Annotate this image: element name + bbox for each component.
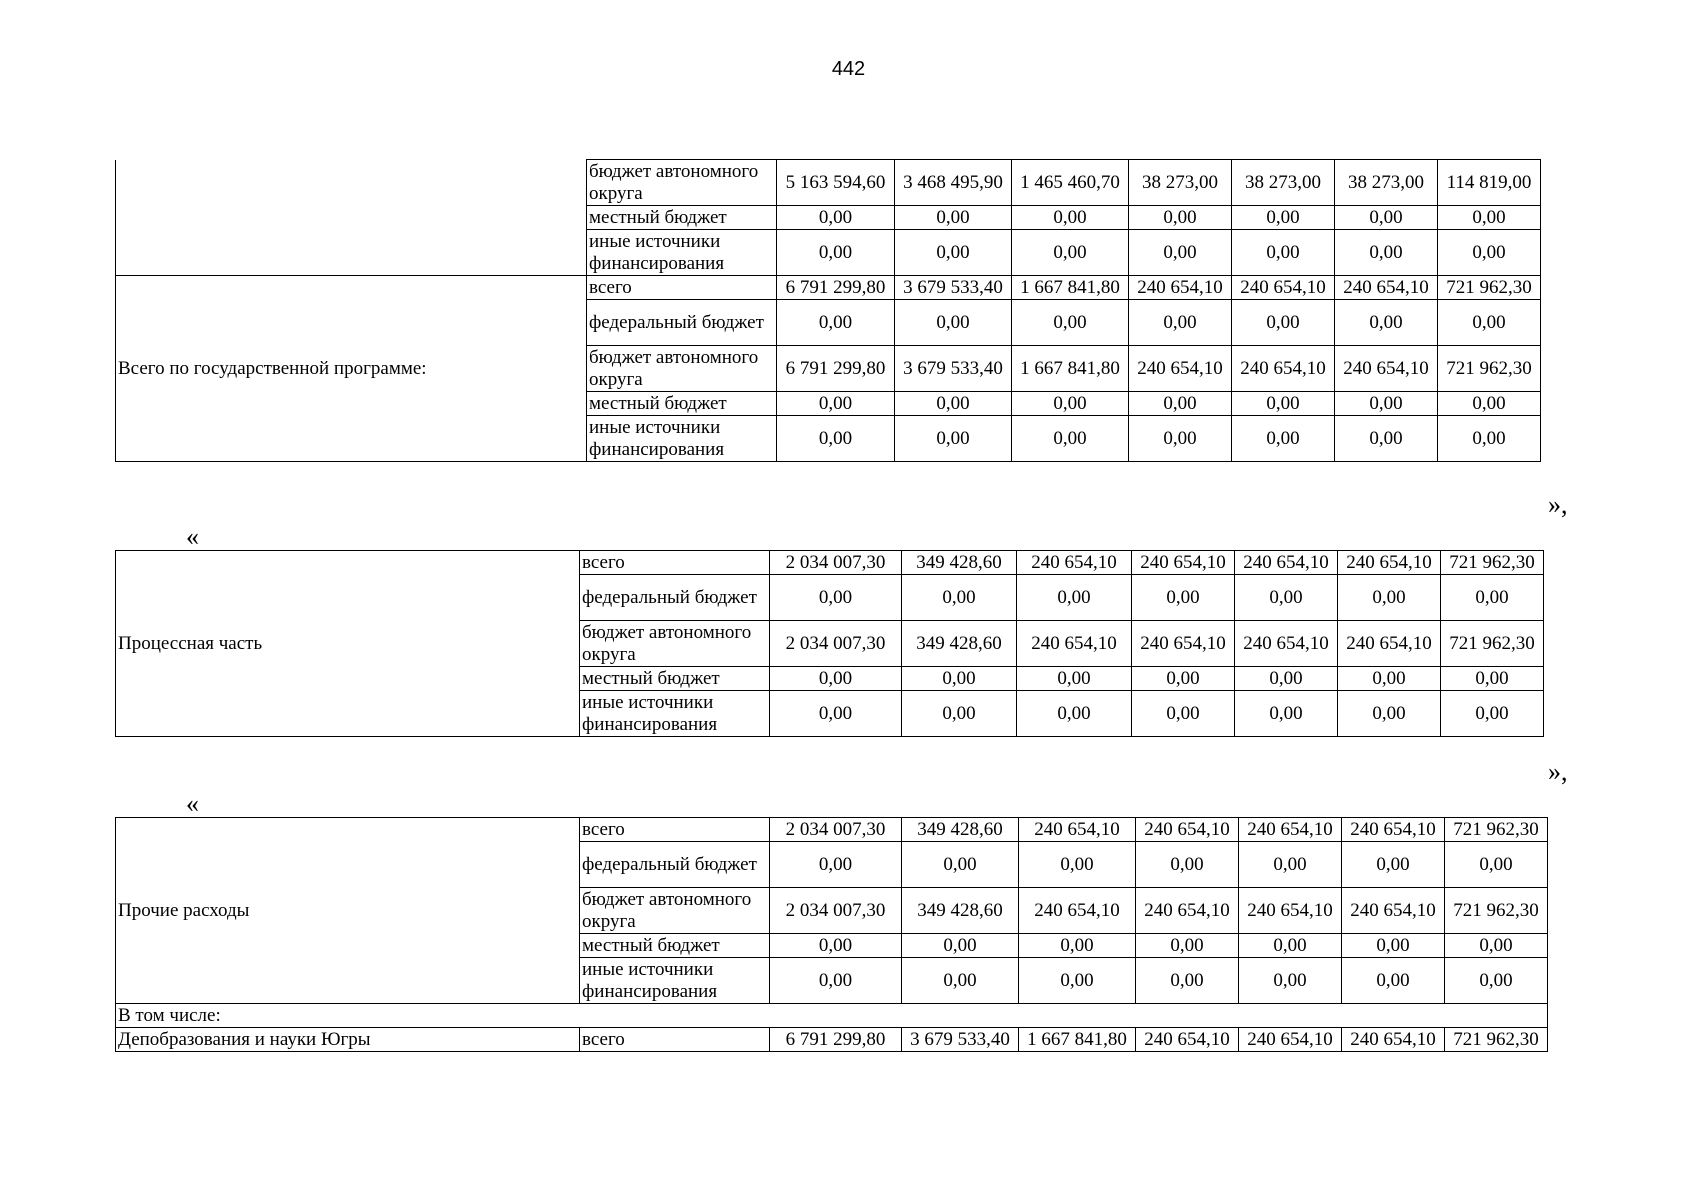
amount-cell: 6 791 299,80 <box>770 1028 902 1052</box>
amount-cell: 349 428,60 <box>902 551 1017 575</box>
amount-cell: 0,00 <box>1342 842 1445 888</box>
table-process-part <box>115 550 1544 737</box>
amount-cell: 0,00 <box>1438 416 1541 462</box>
continued-blank-cell <box>116 160 587 276</box>
amount-cell: 0,00 <box>1012 206 1129 230</box>
amount-cell: 0,00 <box>1129 392 1232 416</box>
amount-cell: 0,00 <box>777 206 895 230</box>
amount-cell: 0,00 <box>902 575 1017 621</box>
funding-source-label: местный бюджет <box>587 206 777 230</box>
amount-cell: 38 273,00 <box>1232 160 1335 206</box>
amount-cell: 0,00 <box>1335 230 1438 276</box>
amount-cell: 349 428,60 <box>902 818 1019 842</box>
amount-cell: 2 034 007,30 <box>770 551 902 575</box>
amount-cell: 0,00 <box>770 934 902 958</box>
amount-cell: 1 465 460,70 <box>1012 160 1129 206</box>
funding-source-label: федеральный бюджет <box>580 842 770 888</box>
amount-cell: 240 654,10 <box>1132 551 1235 575</box>
amount-cell: 2 034 007,30 <box>770 621 902 667</box>
amount-cell: 0,00 <box>895 300 1012 346</box>
amount-cell: 240 654,10 <box>1342 1028 1445 1052</box>
amount-cell: 0,00 <box>1129 206 1232 230</box>
amount-cell: 0,00 <box>1136 934 1239 958</box>
amount-cell: 240 654,10 <box>1136 818 1239 842</box>
amount-cell: 0,00 <box>902 842 1019 888</box>
amount-cell: 0,00 <box>1338 667 1441 691</box>
amount-cell: 0,00 <box>895 416 1012 462</box>
amount-cell: 0,00 <box>1012 392 1129 416</box>
funding-source-label: бюджет автономного округа <box>587 160 777 206</box>
amount-cell: 0,00 <box>1017 667 1132 691</box>
amount-cell: 0,00 <box>1232 300 1335 346</box>
department-name: Депобразования и науки Югры <box>116 1028 580 1052</box>
amount-cell: 0,00 <box>1235 575 1338 621</box>
amount-cell: 0,00 <box>1129 230 1232 276</box>
amount-cell: 240 654,10 <box>1017 621 1132 667</box>
amount-cell: 3 679 533,40 <box>902 1028 1019 1052</box>
amount-cell: 0,00 <box>1019 958 1136 1004</box>
amount-cell: 0,00 <box>1132 691 1235 737</box>
amount-cell: 0,00 <box>1235 667 1338 691</box>
amount-cell: 0,00 <box>1445 842 1548 888</box>
amount-cell: 5 163 594,60 <box>777 160 895 206</box>
amount-cell: 240 654,10 <box>1129 276 1232 300</box>
amount-cell: 1 667 841,80 <box>1012 276 1129 300</box>
amount-cell: 0,00 <box>777 416 895 462</box>
amount-cell: 0,00 <box>1232 392 1335 416</box>
amount-cell: 0,00 <box>1232 416 1335 462</box>
amount-cell: 0,00 <box>1441 691 1544 737</box>
amount-cell: 0,00 <box>770 958 902 1004</box>
amount-cell: 0,00 <box>1019 842 1136 888</box>
page-number: 442 <box>831 58 866 80</box>
amount-cell: 0,00 <box>1335 416 1438 462</box>
amount-cell: 0,00 <box>1132 575 1235 621</box>
amount-cell: 240 654,10 <box>1129 346 1232 392</box>
amount-cell: 240 654,10 <box>1338 551 1441 575</box>
amount-cell: 0,00 <box>1239 958 1342 1004</box>
amount-cell: 0,00 <box>1438 206 1541 230</box>
amount-cell: 240 654,10 <box>1232 276 1335 300</box>
amount-cell: 38 273,00 <box>1129 160 1232 206</box>
amount-cell: 240 654,10 <box>1136 888 1239 934</box>
funding-source-label: бюджет автономного округа <box>580 621 770 667</box>
amount-cell: 240 654,10 <box>1239 818 1342 842</box>
amount-cell: 0,00 <box>902 691 1017 737</box>
amount-cell: 0,00 <box>770 691 902 737</box>
amount-cell: 240 654,10 <box>1132 621 1235 667</box>
amount-cell: 240 654,10 <box>1342 818 1445 842</box>
table-other-expenses <box>115 817 1548 1052</box>
amount-cell: 0,00 <box>902 934 1019 958</box>
amount-cell: 0,00 <box>1132 667 1235 691</box>
amount-cell: 0,00 <box>1129 300 1232 346</box>
opening-quote-2: « <box>186 789 199 818</box>
amount-cell: 721 962,30 <box>1438 276 1541 300</box>
amount-cell: 240 654,10 <box>1019 888 1136 934</box>
amount-cell: 0,00 <box>1019 934 1136 958</box>
amount-cell: 0,00 <box>1338 575 1441 621</box>
amount-cell: 6 791 299,80 <box>777 276 895 300</box>
amount-cell: 0,00 <box>1012 416 1129 462</box>
amount-cell: 0,00 <box>1012 230 1129 276</box>
funding-source-label: всего <box>580 551 770 575</box>
amount-cell: 240 654,10 <box>1239 888 1342 934</box>
amount-cell: 38 273,00 <box>1335 160 1438 206</box>
amount-cell: 0,00 <box>1438 300 1541 346</box>
amount-cell: 0,00 <box>1438 230 1541 276</box>
amount-cell: 0,00 <box>1017 691 1132 737</box>
amount-cell: 6 791 299,80 <box>777 346 895 392</box>
amount-cell: 0,00 <box>1232 206 1335 230</box>
section-title: Процессная часть <box>116 551 580 737</box>
amount-cell: 721 962,30 <box>1441 551 1544 575</box>
table-program-total <box>115 159 1541 462</box>
closing-quote-2: », <box>1548 757 1568 786</box>
funding-source-label: федеральный бюджет <box>580 575 770 621</box>
amount-cell: 240 654,10 <box>1017 551 1132 575</box>
funding-source-label: иные источники финансирования <box>587 230 777 276</box>
section-title: Прочие расходы <box>116 818 580 1004</box>
funding-source-label: всего <box>580 818 770 842</box>
table-row <box>116 160 1541 206</box>
table-row <box>116 551 1544 575</box>
amount-cell: 240 654,10 <box>1239 1028 1342 1052</box>
table-row <box>116 818 1548 842</box>
amount-cell: 2 034 007,30 <box>770 888 902 934</box>
amount-cell: 0,00 <box>1441 667 1544 691</box>
funding-source-label: бюджет автономного округа <box>580 888 770 934</box>
amount-cell: 0,00 <box>1342 958 1445 1004</box>
amount-cell: 0,00 <box>1136 842 1239 888</box>
amount-cell: 721 962,30 <box>1445 888 1548 934</box>
funding-source-label: иные источники финансирования <box>580 691 770 737</box>
amount-cell: 240 654,10 <box>1338 621 1441 667</box>
funding-source-label: иные источники финансирования <box>580 958 770 1004</box>
amount-cell: 114 819,00 <box>1438 160 1541 206</box>
funding-source-label: местный бюджет <box>587 392 777 416</box>
amount-cell: 240 654,10 <box>1232 346 1335 392</box>
funding-source-label: всего <box>580 1028 770 1052</box>
amount-cell: 721 962,30 <box>1438 346 1541 392</box>
amount-cell: 0,00 <box>1129 416 1232 462</box>
funding-source-label: местный бюджет <box>580 934 770 958</box>
amount-cell: 1 667 841,80 <box>1012 346 1129 392</box>
amount-cell: 721 962,30 <box>1445 1028 1548 1052</box>
funding-source-label: местный бюджет <box>580 667 770 691</box>
amount-cell: 0,00 <box>770 667 902 691</box>
amount-cell: 0,00 <box>1239 842 1342 888</box>
amount-cell: 240 654,10 <box>1335 276 1438 300</box>
amount-cell: 3 468 495,90 <box>895 160 1012 206</box>
amount-cell: 0,00 <box>902 667 1017 691</box>
amount-cell: 3 679 533,40 <box>895 276 1012 300</box>
amount-cell: 240 654,10 <box>1136 1028 1239 1052</box>
amount-cell: 0,00 <box>1012 300 1129 346</box>
amount-cell: 0,00 <box>1232 230 1335 276</box>
amount-cell: 0,00 <box>895 206 1012 230</box>
amount-cell: 0,00 <box>895 230 1012 276</box>
closing-quote: », <box>1548 490 1568 519</box>
program-title: Всего по государственной программе: <box>116 276 587 462</box>
amount-cell: 3 679 533,40 <box>895 346 1012 392</box>
amount-cell: 0,00 <box>895 392 1012 416</box>
table-row <box>116 1028 1548 1052</box>
amount-cell: 0,00 <box>1335 392 1438 416</box>
amount-cell: 0,00 <box>1441 575 1544 621</box>
amount-cell: 240 654,10 <box>1019 818 1136 842</box>
amount-cell: 240 654,10 <box>1342 888 1445 934</box>
amount-cell: 0,00 <box>777 392 895 416</box>
funding-source-label: иные источники финансирования <box>587 416 777 462</box>
amount-cell: 0,00 <box>1438 392 1541 416</box>
amount-cell: 349 428,60 <box>902 621 1017 667</box>
amount-cell: 349 428,60 <box>902 888 1019 934</box>
amount-cell: 0,00 <box>1136 958 1239 1004</box>
funding-source-label: всего <box>587 276 777 300</box>
amount-cell: 2 034 007,30 <box>770 818 902 842</box>
amount-cell: 721 962,30 <box>1445 818 1548 842</box>
amount-cell: 0,00 <box>1235 691 1338 737</box>
opening-quote: « <box>186 522 199 551</box>
amount-cell: 240 654,10 <box>1235 621 1338 667</box>
amount-cell: 0,00 <box>1335 206 1438 230</box>
amount-cell: 0,00 <box>1335 300 1438 346</box>
amount-cell: 240 654,10 <box>1335 346 1438 392</box>
amount-cell: 0,00 <box>1445 934 1548 958</box>
amount-cell: 0,00 <box>1342 934 1445 958</box>
amount-cell: 721 962,30 <box>1441 621 1544 667</box>
table-row <box>116 1004 1548 1028</box>
amount-cell: 0,00 <box>1338 691 1441 737</box>
amount-cell: 0,00 <box>902 958 1019 1004</box>
table-row <box>116 276 1541 300</box>
amount-cell: 0,00 <box>1017 575 1132 621</box>
amount-cell: 240 654,10 <box>1235 551 1338 575</box>
amount-cell: 1 667 841,80 <box>1019 1028 1136 1052</box>
amount-cell: 0,00 <box>777 300 895 346</box>
amount-cell: 0,00 <box>1239 934 1342 958</box>
amount-cell: 0,00 <box>770 575 902 621</box>
amount-cell: 0,00 <box>1445 958 1548 1004</box>
amount-cell: 0,00 <box>770 842 902 888</box>
amount-cell: 0,00 <box>777 230 895 276</box>
including-label: В том числе: <box>116 1004 1548 1028</box>
funding-source-label: федеральный бюджет <box>587 300 777 346</box>
funding-source-label: бюджет автономного округа <box>587 346 777 392</box>
